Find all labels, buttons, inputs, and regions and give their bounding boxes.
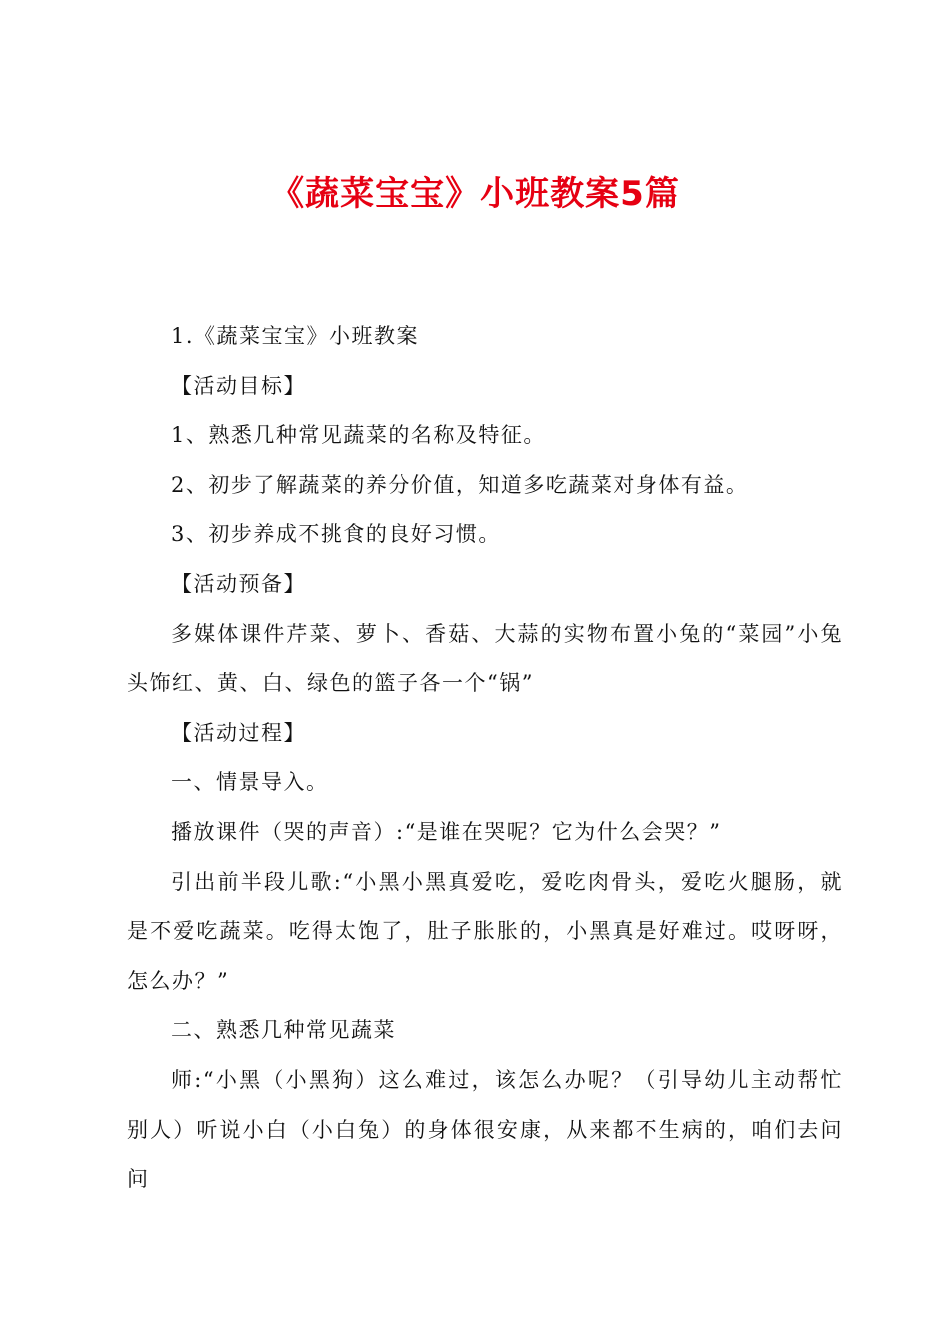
paragraph: 播放课件（哭的声音）:“是谁在哭呢？它为什么会哭？” bbox=[171, 819, 722, 844]
section-heading-process: 【活动过程】 bbox=[171, 720, 306, 745]
paragraph: 一、情景导入。 bbox=[171, 770, 329, 795]
document-title: 《蔬菜宝宝》小班教案5篇 bbox=[270, 174, 680, 214]
paragraph: 引出前半段儿歌:“小黑小黑真爱吃，爱吃肉骨头，爱吃火腿肠，就是不爱吃蔬菜。吃得太饱了，肚子胀胀的，小黑真是好难过。哎呀呀，怎么办？” bbox=[127, 869, 843, 993]
paragraph: 师:“小黑（小黑狗）这么难过，该怎么办呢？（引导幼儿主动帮忙别人）听说小白（小白兔）的身体很安康，从来都不生病的，咱们去问问 bbox=[127, 1067, 843, 1192]
paragraph: 二、熟悉几种常见蔬菜 bbox=[171, 1018, 396, 1043]
paragraph: 1、熟悉几种常见蔬菜的名称及特征。 bbox=[171, 423, 546, 448]
paragraph: 多媒体课件芹菜、萝卜、香菇、大蒜的实物布置小兔的“菜园”小兔头饰红、黄、白、绿色的篮子各一个“锅” bbox=[127, 621, 843, 696]
document-body bbox=[127, 312, 843, 1205]
paragraph-heading-1: 1.《蔬菜宝宝》小班教案 bbox=[171, 324, 420, 348]
section-heading-goals: 【活动目标】 bbox=[171, 373, 306, 398]
paragraph: 2、初步了解蔬菜的养分价值，知道多吃蔬菜对身体有益。 bbox=[171, 472, 749, 497]
section-heading-preparation: 【活动预备】 bbox=[171, 571, 306, 596]
paragraph: 3、初步养成不挑食的良好习惯。 bbox=[171, 522, 501, 547]
